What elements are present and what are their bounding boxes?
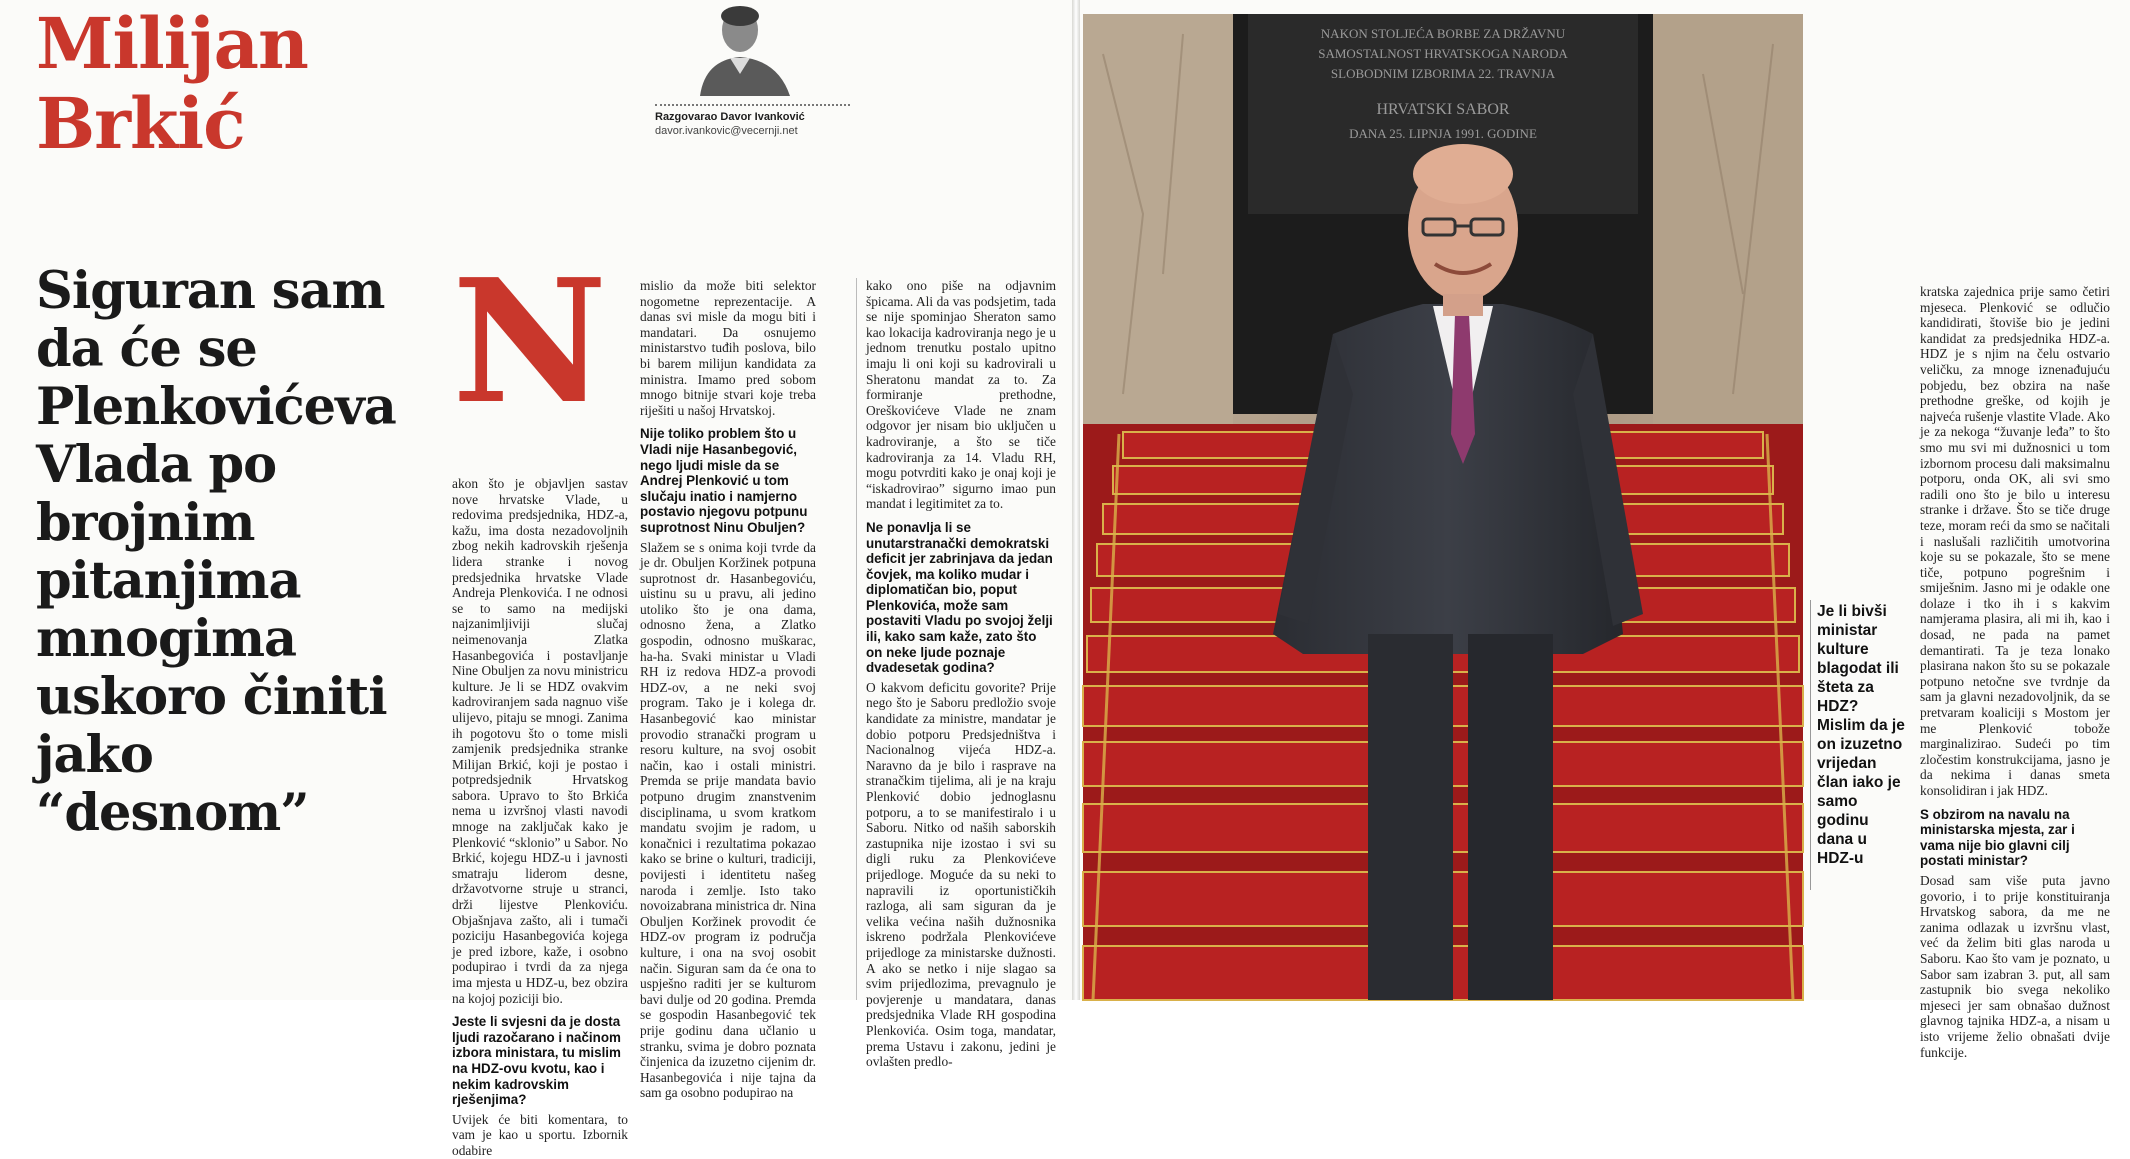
main-photo xyxy=(1083,14,1803,1000)
author-first-name: Milijan xyxy=(36,2,308,85)
interview-paragraph: Uvijek će biti komentara, to vam je kao u sportu. Izbornik odabire xyxy=(452,1111,628,1158)
byline xyxy=(655,104,850,138)
svg-text:DANA 25. LIPNJA 1991. GODINE: DANA 25. LIPNJA 1991. GODINE xyxy=(1349,126,1537,141)
pullquote-rule xyxy=(1810,600,1811,890)
interview-paragraph: Dosad sam više puta javno govorio, i to prije konstituiranja Hrvatskog sabora, da me ne zanima odlazak u izvršnu vlast, već da želim biti glas naroda u Saboru. Kao što vam je poznato, u Sabor sam izabran 3. put, all sam zastupnik bio svega nekoliko mjeseci jer sam obnašao dužnost glavnog tajnika HDZ-a, a nisam u isto vrijeme želio obnašati dvije funkcije. xyxy=(1920,872,2110,1060)
interview-question: Ne ponavlja li se unutarstranački demokratski deficit jer zabrinjava da jedan čovjek, ma koliko mudar i diplomatičan bio, poput Plenkovića, može sam postaviti Vladu po svojoj želji ili, kako sam kaže, zato što on neke ljude poznaje dvadesetak godina? xyxy=(866,519,1053,676)
interview-paragraph: kratska zajednica prije samo četiri mjeseca. Plenković se odlučio kandidirati, štoviše bio je jedini kandidat za predsjednika HDZ-a. HDZ je s njim na čelu ostvario veličku, za mnoge iznenađujuću pobjedu, bez obzira na naše prethodne greške, od kojih je najveća rušenje vlastite Vlade. Ako je za nekoga “žuvanje leđa” to što smo mu svi mi dužnosnici u tom izbornom procesu dali maksimalnu potporu, onda OK, ali svi smo radili ono što je bilo u interesu stranke i države. Što se tiče druge teze, moram reći da smo se načitali i naslušali različitih umotvorina koje su se pokazale, što se mene tiče, potpuno pogrešnim i smiješnim. Jasno mi je odakle one dolaze i tko ih i s kakvim namjerama plasira, ali mi ih, kao i dosad, ne pada na pamet demantirati. Ta je teza lonako plasirana nakon što su se pokazale potpuno netočne sve tvrdnje da sam ja glavni nezadovoljnik, da se pretvaram koaliciji s Mostom jer me Plenković tobože marginalizirao. Sudeći po tim zločestim konstrukcijama, jasno je da nekima i danas smeta konsolidiran i jak HDZ. xyxy=(1920,284,2110,798)
interview-question: S obzirom na navalu na ministarska mjesta, zar i vama nije bio glavni cilj postati ministar? xyxy=(1920,806,2075,869)
interview-paragraph: Slažem se s onima koji tvrde da je dr. Obuljen Koržinek potpuna suprotnost dr. Hasanbegoviću, uistinu su u pravu, ali jedino utoliko što je ona dama, odnosno žena, a Zlatko gospodin, odnosno muškarac, ha-ha. Svaki ministar u Vladi RH iz redova HDZ-a provodi HDZ-ov, a ne neki svoj program. Tako je i kolega dr. Hasanbegović kao ministar provodio stranački program u resoru kulture, na svoj osobit način, kao i ostali ministri. Premda se prije mandata bavio potpuno drugim znanstvenim disciplinama, u svom kratkom mandatu svojim je radom, u konačnici i rezultatima pokazao kako se brine o kulturi, tradiciji, povijesti i identitetu našeg naroda i zemlje. Isto tako novoizabrana ministrica dr. Nina Obuljen Koržinek provodit će HDZ-ov program iz područja kulture, i ona na svoj osobit način. Siguran sam da će ona to uspješno raditi jer se kulturom bavi dulje od 20 godina. Premda se gospodin Hasanbegović tek prije godinu dana učlanio u stranku, svima je dobro poznata činjenica da izuzetno cijenim dr. Hasanbegovića i nije tajna da sam ga osobno podupirao na xyxy=(640,539,816,1101)
svg-text:SLOBODNIM IZBORIMA 22. TRAVNJA: SLOBODNIM IZBORIMA 22. TRAVNJA xyxy=(1330,66,1556,81)
author-name xyxy=(36,4,308,164)
article-column-2 xyxy=(640,278,816,1101)
page-gutter xyxy=(1072,0,1080,1000)
article-column-3 xyxy=(866,278,1056,1070)
interview-paragraph: O kakvom deficitu govorite? Prije nego što je Saboru predložio svoje kandidate za ministre, mandatar je dobio potporu Predsjedništva i Nacionalnog vijeća HDZ-a. Naravno da je bilo i rasprave na stranačkim tijelima, ali je na kraju Plenković dobio jednoglasnu potporu, a to se manifestiralo i u Saboru. Nitko od naših saborskih zastupnika nije izostao i svi su digli ruku za Plenkovićeve prijedloge. Moguće da su neki to napravili iz oportunističkih razloga, ali sam siguran da je velika većina naših dužnosnika iskreno podržala Plenkovićeve prijedloge za ministarske dužnosti. A ako se netko i nije slagao sa svim prijedlozima, prevagnulo je povjerenje u mandatara, danas predsjednika Vlade RH gospodina Plenkovića. Osim toga, mandatar, prema Ustavu i zakonu, jedini je ovlašten predlo- xyxy=(866,679,1056,1070)
interview-question: Jeste li svjesni da je dosta ljudi razočarano i načinom izbora ministara, tu mislim na HDZ-ovu kvotu, kao i nekim kadrovskim rješenjima? xyxy=(452,1014,621,1108)
svg-text:SAMOSTALNOST HRVATSKOGA NARODA: SAMOSTALNOST HRVATSKOGA NARODA xyxy=(1318,46,1568,61)
article-column-1 xyxy=(452,476,628,1158)
pullquote: Je li bivši ministar kulture blagodat ili šteta za HDZ? Mislim da je on izuzetno vrijedan član iako je samo godinu dana u HDZ-u xyxy=(1817,603,1905,867)
interviewer-portrait xyxy=(680,2,810,96)
svg-text:HRVATSKI SABOR: HRVATSKI SABOR xyxy=(1376,101,1510,118)
column-divider xyxy=(856,278,857,1000)
interview-paragraph: kako ono piše na odjavnim špicama. Ali da vas podsjetim, tada se nije spominjao Sheraton samo kao lokacija kadroviranja nego je u jednom trenutku postalo upitno imaju li oni koji su kadrovirali u Sheratonu mandat za to. Za formiranje prethodne, Oreškovićeve Vlade ne znam odgovor jer nisam bio uključen u kadroviranje, a što se tiče kadroviranja za 14. Vladu RH, mogu potvrditi kako je onaj koji je “iskadrovirao” sigurno imao pun mandat i legitimitet za to. xyxy=(866,278,1056,512)
headline: Siguran sam da će se Plenkovićeva Vlada po brojnim pitanjima mnogima uskoro činiti jako “desnom” xyxy=(36,261,396,843)
byline-email: davor.ivankovic@vecernji.net xyxy=(655,125,798,137)
author-last-name: Brkić xyxy=(36,82,245,165)
drop-cap: N xyxy=(452,242,608,442)
interview-paragraph: mislio da može biti selektor nogometne reprezentacije. A danas svi misle da mogu biti i mandatari. Da osnujemo ministarstvo tuđih poslova, bilo bi barem milijun kandidata za ministra. Imamo pred sobom mnogo bitnije stvari koje treba riješiti u našoj Hrvatskoj. xyxy=(640,278,816,418)
byline-author: Razgovarao Davor Ivanković xyxy=(655,111,805,123)
svg-text:NAKON STOLJEĆA BORBE ZA DRŽAVN: NAKON STOLJEĆA BORBE ZA DRŽAVNU xyxy=(1320,26,1566,41)
interview-paragraph: akon što je objavljen sastav nove hrvatske Vlade, u redovima predsjednika, HDZ-a, kažu, ima dosta nezadovoljnih zbog nekih kadrovskih rješenja lidera stranke i novog predsjednika hrvatske Vlade Andreja Plenkovića. I ne odnosi se to samo na medijski najzanimljiviji slučaj neimenovanja Zlatka Hasanbegovića i postavljanje Nine Obuljen za novu ministricu kulture. Je li se HDZ ovakvim kadroviranjem sada nagnuo više ulijevo, pitaju se mnogi. Zanima ih pogotovu što o tome misli zamjenik predsjednika stranke Milijan Brkić, koji je postao i potpredsjednik Hrvatskog sabora. Upravo to što Brkića nema u izvršnoj vlasti navodi mnoge na zaključak kako je Plenković “sklonio” u Sabor. No Brkić, kojegu HDZ-u i javnosti smatraju liderom desne, državotvorne struje u stranci, drži lijestve Plenkoviću. Objašnjava zašto, ali i tumači poziciju Hasanbegovića kojega je pred izbore, kaže, i osobno podupirao i tvrdi da za njega ima mjesta u HDZ-u, bez obzira na kojoj poziciji bio. xyxy=(452,476,628,1006)
interview-question: Nije toliko problem što u Vladi nije Hasanbegović, nego ljudi misle da se Andrej Plenković u tom slučaju inatio i namjerno postavio njegovu potpunu suprotnost Ninu Obuljen? xyxy=(640,426,808,535)
article-column-4 xyxy=(1920,284,2110,1060)
